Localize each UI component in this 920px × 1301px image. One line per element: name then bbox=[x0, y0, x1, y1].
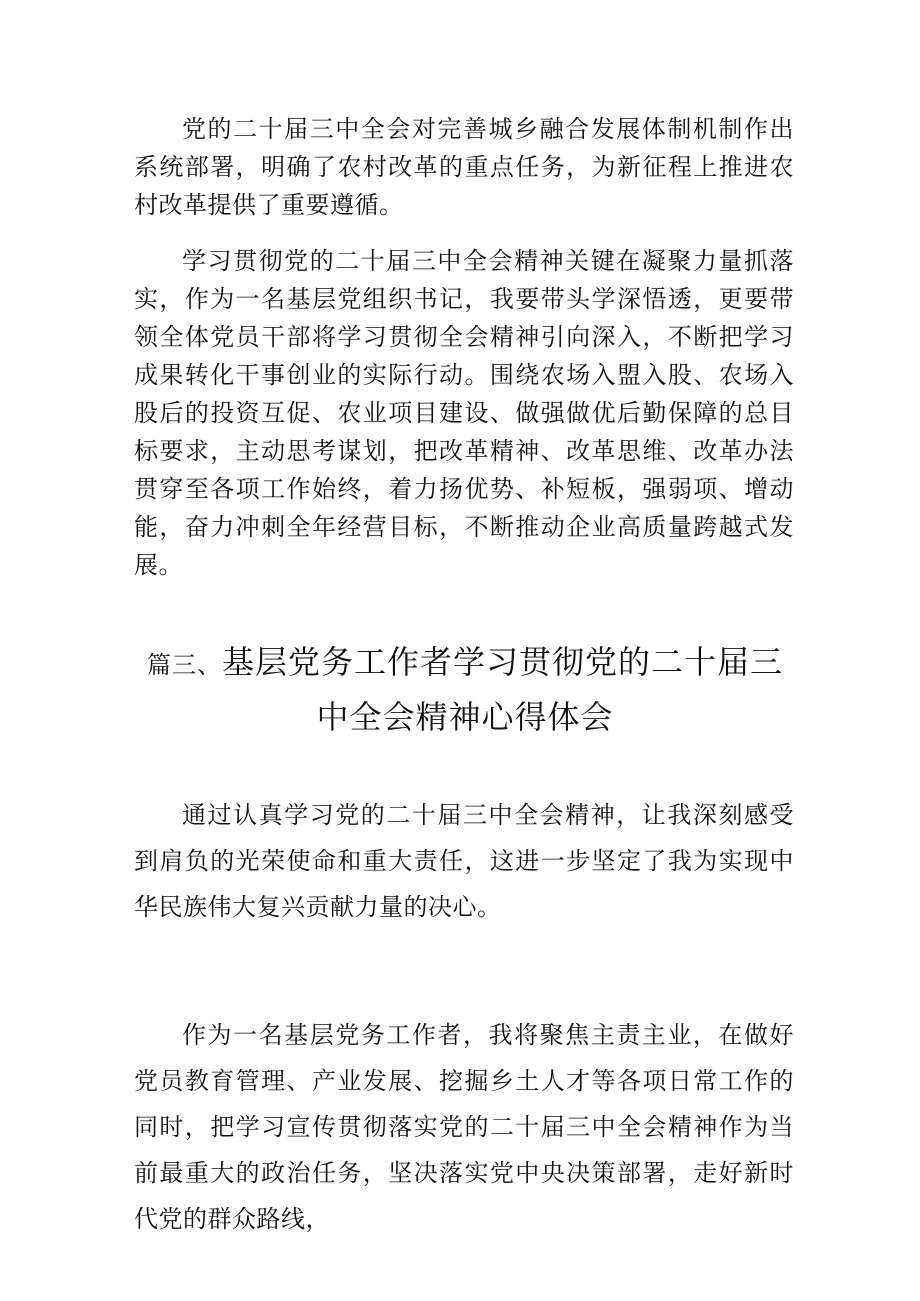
body-paragraph-4: 作为一名基层党务工作者，我将聚焦主责主业，在做好党员教育管理、产业发展、挖掘乡土人才等各项日常工作的同时，把学习宣传贯彻落实党的二十届三中全会精神作为当前最重大的政治任务，坚决落实党中央决策部署，走好新时代党的群众路线， bbox=[134, 1021, 794, 1233]
section-heading bbox=[140, 636, 790, 743]
body-paragraph-2: 学习贯彻党的二十届三中全会精神关键在凝聚力量抓落实，作为一名基层党组织书记，我要带头学深悟透，更要带领全体党员干部将学习贯彻全会精神引向深入，不断把学习成果转化干事创业的实际行动。围绕农场入盟入股、农场入股后的投资互促、农业项目建设、做强做优后勤保障的总目标要求，主动思考谋划，把改革精神、改革思维、改革办法贯穿至各项工作始终，着力扬优势、补短板，强弱项、增动能，奋力冲刺全年经营目标，不断推动企业高质量跨越式发展。 bbox=[134, 247, 794, 579]
section-heading-prefix: 篇三、 bbox=[146, 651, 222, 679]
body-paragraph-1: 党的二十届三中全会对完善城乡融合发展体制机制作出系统部署，明确了农村改革的重点任务，为新征程上推进农村改革提供了重要遵循。 bbox=[134, 115, 794, 219]
body-paragraph-3: 通过认真学习党的二十届三中全会精神，让我深刻感受到肩负的光荣使命和重大责任，这进一步坚定了我为实现中华民族伟大复兴贡献力量的决心。 bbox=[134, 801, 794, 921]
section-heading-title: 基层党务工作者学习贯彻党的二十届三中全会精神心得体会 bbox=[221, 643, 783, 736]
